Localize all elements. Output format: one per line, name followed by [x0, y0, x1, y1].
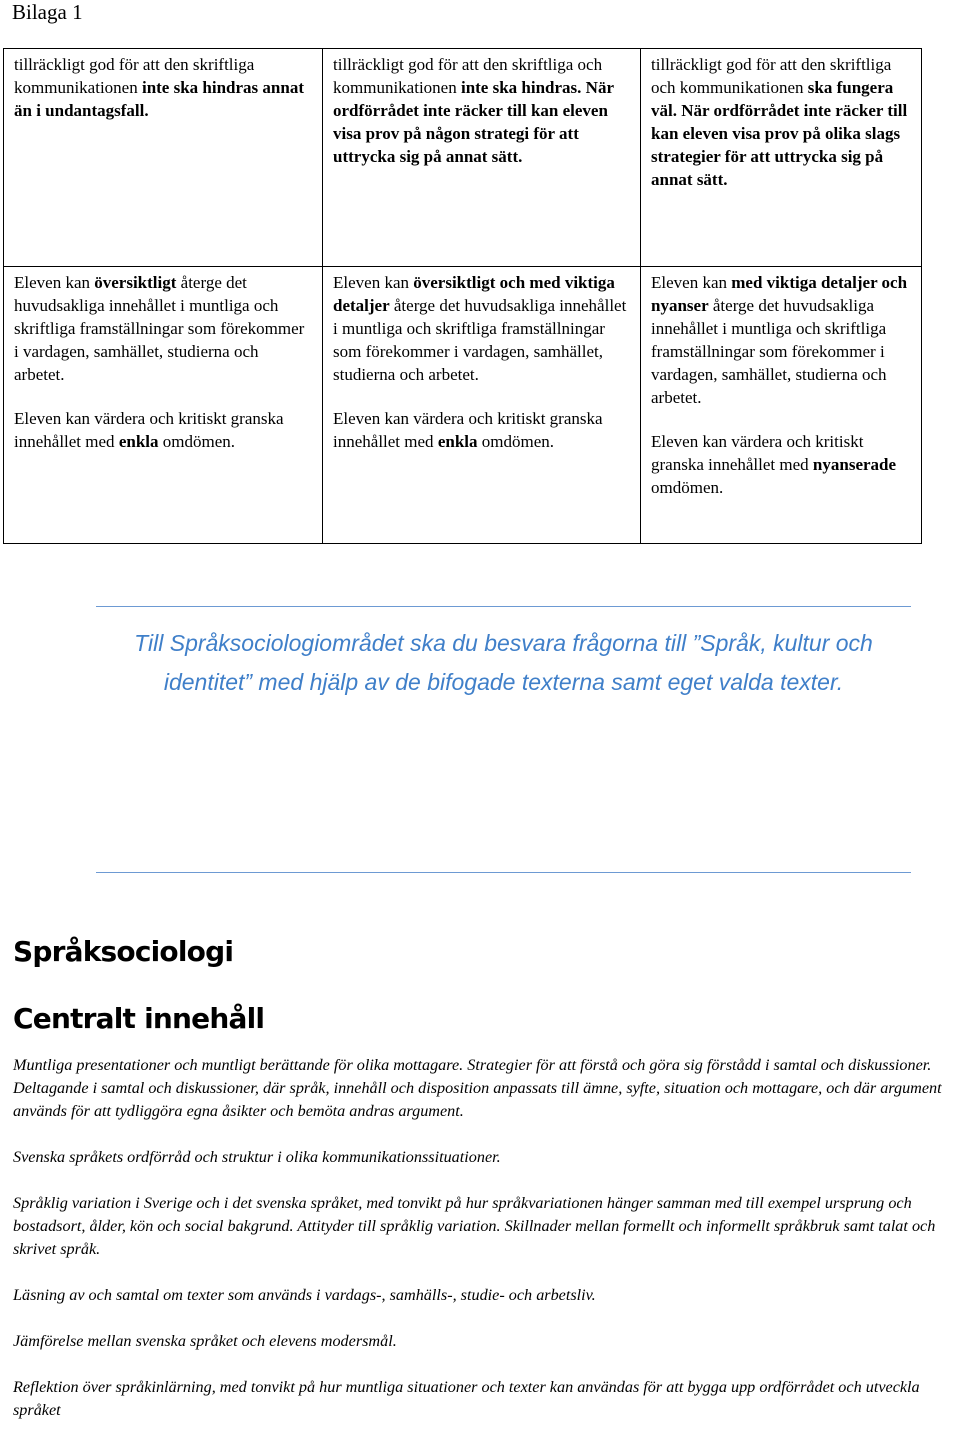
content-paragraph: Muntliga presentationer och muntligt berättande för olika mottagare. Strategier för att förstå och göra sig förstådd i samtal och diskussioner. Deltagande i samtal och diskussioner, där språk, innehåll och disposition anpassats till ämne, syfte, situation och mottagare, och där argument används för att tydliggöra egna åsikter och bemöta andras argument. — [13, 1056, 942, 1120]
text-run: Eleven kan — [651, 273, 732, 292]
cell-text — [651, 271, 911, 409]
bold-text-run: enkla — [437, 432, 478, 451]
bold-text-run: inte ska hindras annat än i undantagsfall. — [14, 78, 304, 120]
text-run: tillräckligt god för att den skriftliga och kommunikationen — [333, 55, 603, 97]
cell-text — [14, 407, 312, 453]
cell-text — [651, 53, 911, 191]
text-run: tillräckligt god för att den skriftliga och kommunikationen — [651, 55, 892, 97]
content-paragraph: Språklig variation i Sverige och i det svenska språket, med tonvikt på hur språkvariationen hänger samman med till exempel ursprung och bostadsort, ålder, kön och social bakgrund. Attityder till språklig variation. Skillnader mellan formellt och informellt språkbruk samt talat och skrivet språk. — [13, 1194, 936, 1258]
criteria-cell-c — [323, 267, 641, 544]
divider-line — [96, 606, 911, 607]
central-content — [13, 1054, 957, 1445]
subsection-title: Centralt innehåll — [13, 1002, 265, 1035]
divider-line — [96, 872, 911, 873]
text-run: Eleven kan värdera och kritiskt granska innehållet med — [333, 409, 603, 451]
text-run: återge det huvudsakliga innehållet i muntliga och skriftliga framställningar som förekommer i vardagen, samhället, studierna och arbetet. — [333, 296, 627, 384]
criteria-cell-a — [641, 267, 922, 544]
cell-text — [651, 430, 911, 499]
text-run: återge det huvudsakliga innehållet i muntliga och skriftliga framställningar som förekommer i vardagen, samhället, studierna och arbetet. — [14, 273, 305, 384]
text-run: Eleven kan — [333, 273, 414, 292]
bold-text-run: med viktiga detaljer och nyanser — [651, 273, 908, 315]
text-run: Eleven kan värdera och kritiskt granska innehållet med — [651, 432, 864, 474]
content-paragraph: Svenska språkets ordförråd och struktur i olika kommunikationssituationer. — [13, 1148, 501, 1166]
content-paragraph: Jämförelse mellan svenska språket och elevens modersmål. — [13, 1332, 397, 1350]
bold-text-run: översiktligt och med viktiga detaljer — [333, 273, 615, 315]
bold-text-run: översiktligt — [94, 273, 177, 292]
bold-text-run: enkla — [118, 432, 159, 451]
grading-criteria-table — [3, 48, 922, 544]
cell-text — [14, 53, 312, 122]
assignment-banner: Till Språksociologiområdet ska du besvara frågorna till ”Språk, kultur och identitet” med hjälp av de bifogade texterna samt eget valda texter. — [134, 630, 873, 695]
cell-text — [333, 271, 630, 386]
content-paragraph: Läsning av och samtal om texter som används i vardags-, samhälls-, studie- och arbetsliv. — [13, 1286, 596, 1304]
text-run: återge det huvudsakliga innehållet i muntliga och skriftliga framställningar som förekommer i vardagen, samhället, studierna och arbetet. — [651, 296, 887, 407]
text-run: omdömen. — [651, 478, 724, 497]
criteria-cell-a — [641, 49, 922, 267]
cell-text — [333, 53, 630, 168]
text-run: omdömen. — [477, 432, 554, 451]
text-run: Eleven kan — [14, 273, 95, 292]
bold-text-run: nyanserade — [812, 455, 897, 474]
section-title: Språksociologi — [13, 935, 234, 968]
criteria-cell-e — [4, 267, 323, 544]
bold-text-run: ska fungera väl. När ordförrådet inte räcker till kan eleven visa prov på olika slags strategier för att uttrycka sig på annat sätt. — [651, 78, 908, 189]
text-run: Eleven kan värdera och kritiskt granska innehållet med — [14, 409, 284, 451]
page-label: Bilaga 1 — [12, 0, 83, 24]
text-run: omdömen. — [158, 432, 235, 451]
table-row — [4, 267, 922, 544]
criteria-cell-c — [323, 49, 641, 267]
cell-text — [333, 407, 630, 453]
bold-text-run: inte ska hindras. När ordförrådet inte räcker till kan eleven visa prov på någon strategi för att uttrycka sig på annat sätt. — [333, 78, 614, 166]
cell-text — [14, 271, 312, 386]
text-run: tillräckligt god för att den skriftliga kommunikationen — [14, 55, 255, 97]
table-row — [4, 49, 922, 267]
content-paragraph: Reflektion över språkinlärning, med tonvikt på hur muntliga situationer och texter kan användas för att bygga upp ordförrådet och utveckla språket — [13, 1378, 920, 1419]
criteria-cell-e — [4, 49, 323, 267]
